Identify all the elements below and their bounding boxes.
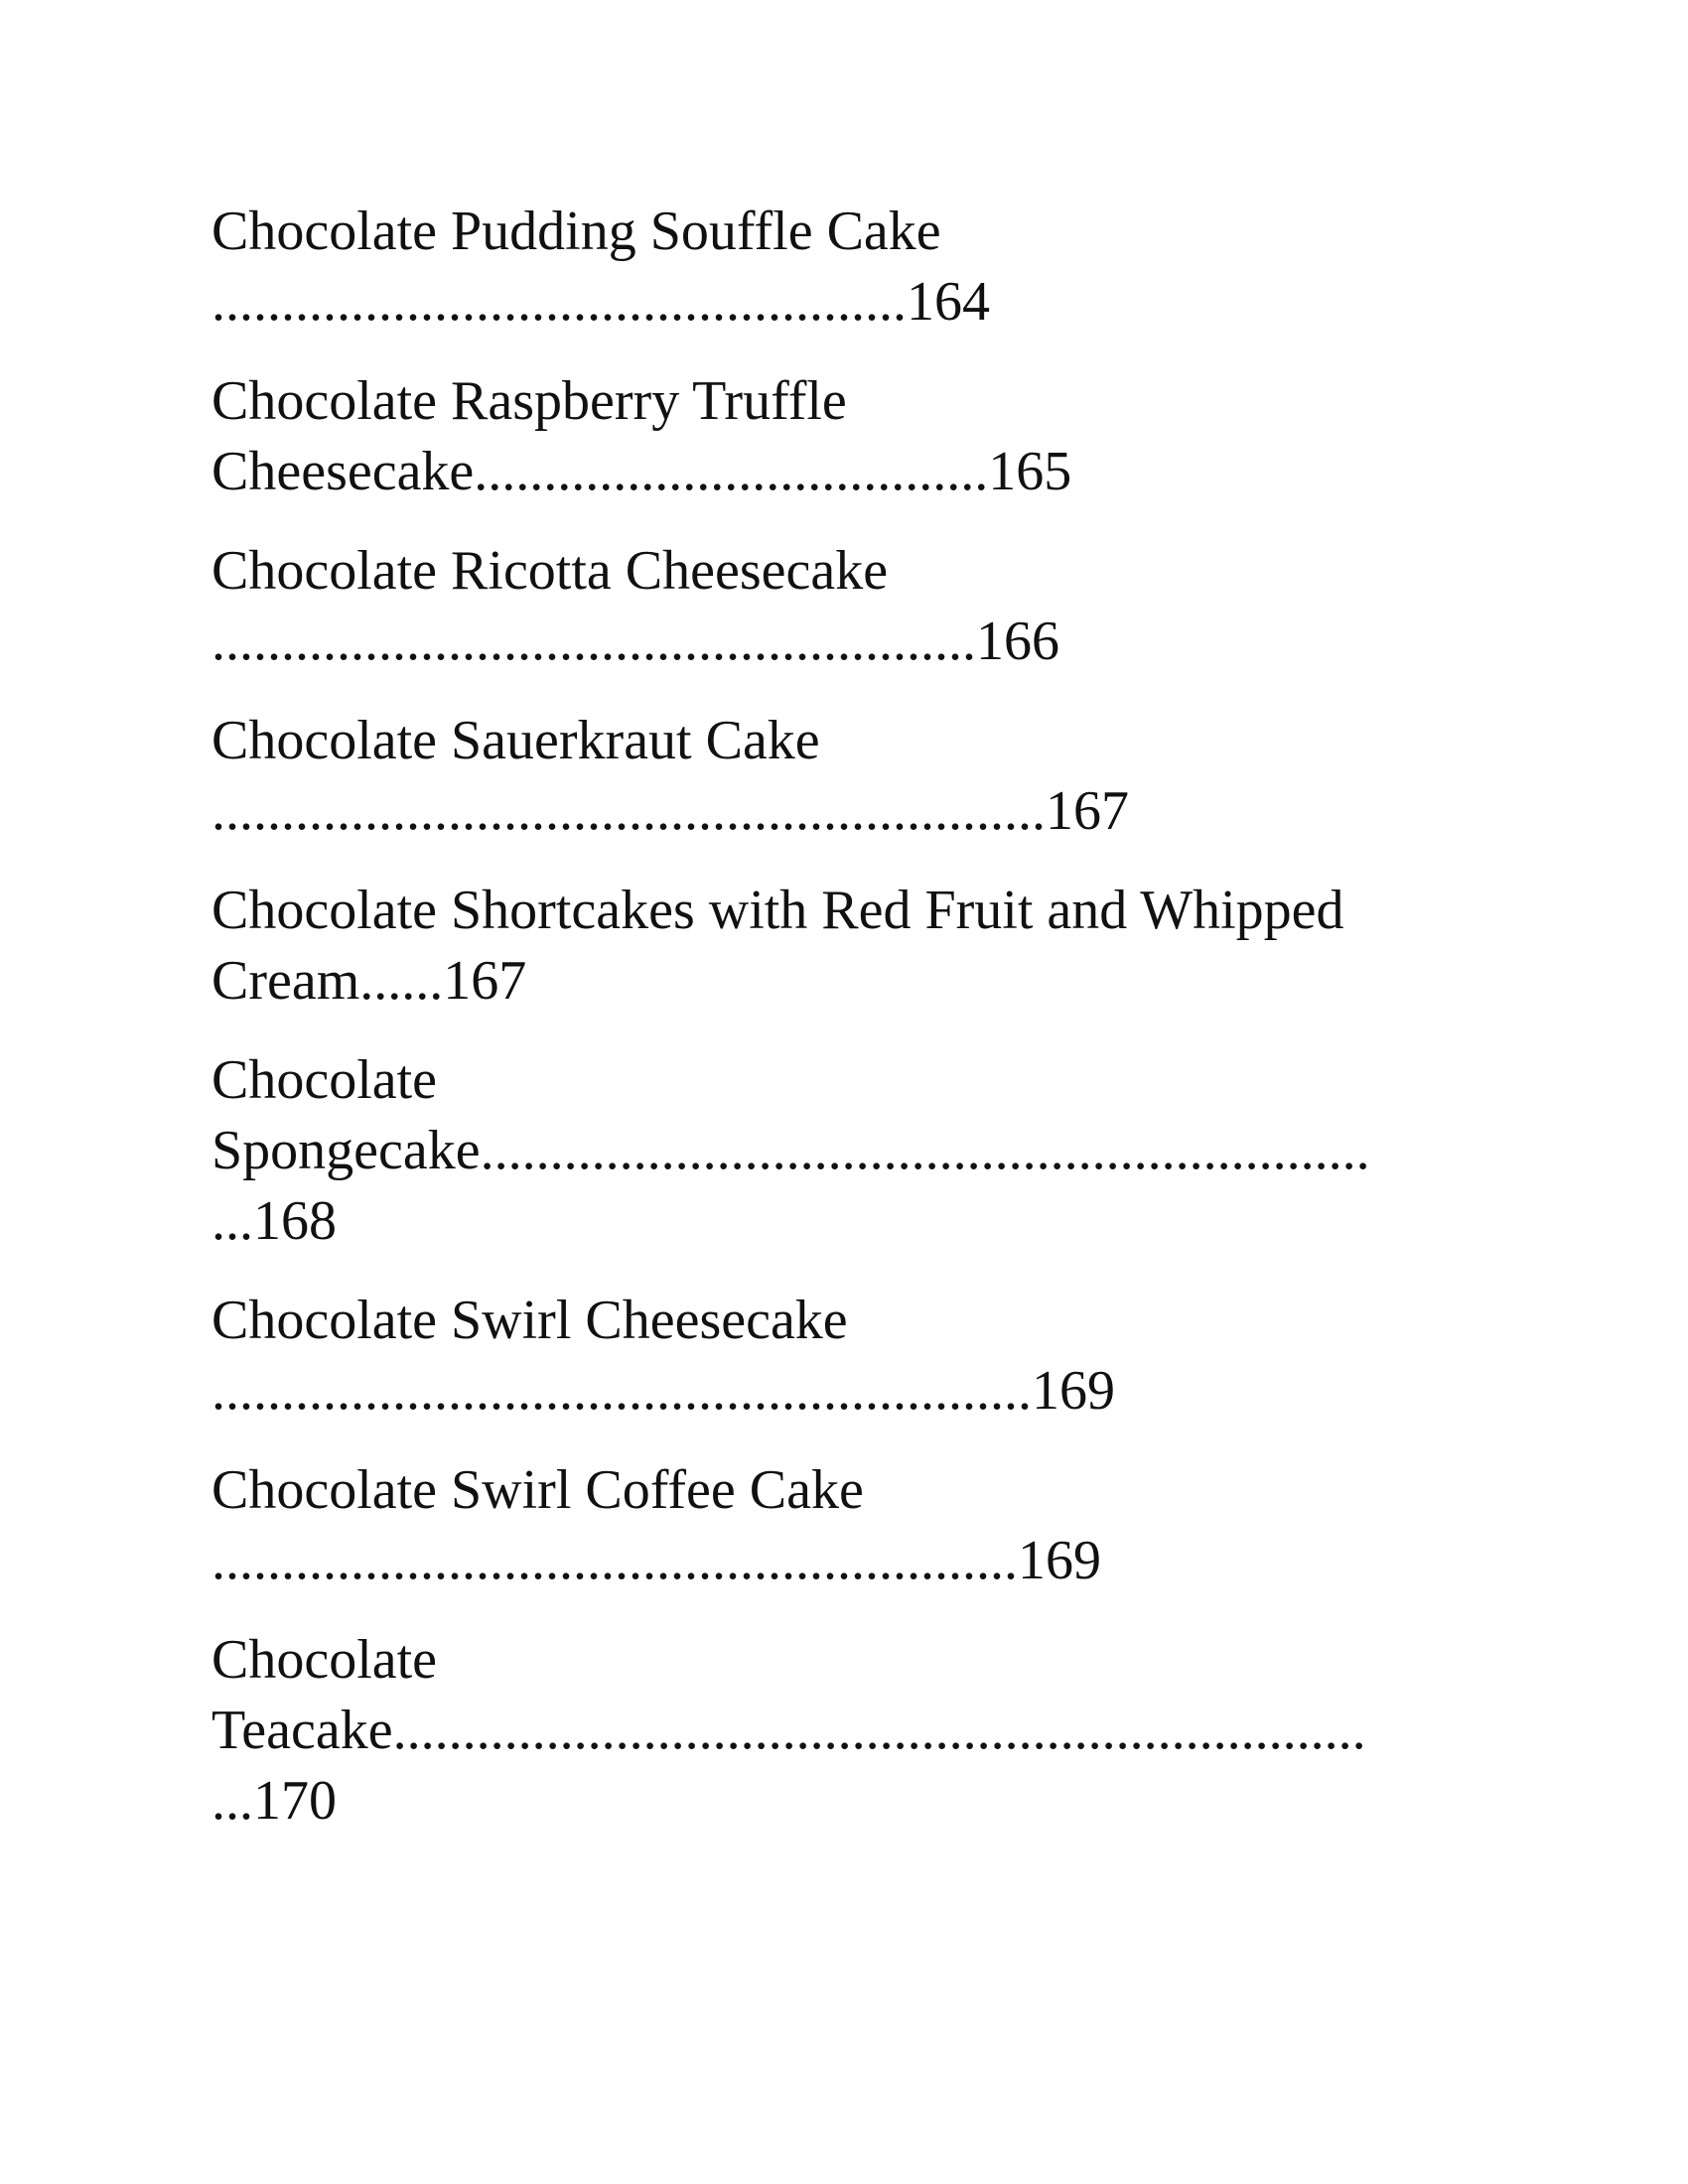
toc-entry-line: Chocolate Swirl Cheesecake — [211, 1290, 848, 1351]
toc-entry-shortcakes-red-fruit — [211, 876, 1502, 1017]
toc-entry-page-leader: .......................................................166 — [211, 611, 1059, 672]
toc-entry-swirl-coffee-cake — [211, 1455, 1502, 1596]
toc-entry-line: Chocolate Sauerkraut Cake — [211, 710, 820, 771]
toc-entry-page-leader: Cream......167 — [211, 950, 527, 1012]
toc-entry-line: Chocolate — [211, 1629, 438, 1691]
toc-entry-page-leader: ..................................................164 — [211, 271, 990, 333]
toc-entry-page-leader: ...168 — [211, 1190, 337, 1252]
toc-entry-pudding-souffle-cake — [211, 197, 1502, 338]
toc-entry-line: Chocolate Pudding Souffle Cake — [211, 201, 941, 262]
toc-page — [211, 197, 1502, 1865]
toc-entry-line: Chocolate — [211, 1049, 438, 1111]
toc-entry-page-leader: ...170 — [211, 1770, 337, 1832]
toc-entry-ricotta-cheesecake — [211, 536, 1502, 677]
toc-entry-raspberry-truffle-cheesecake — [211, 366, 1502, 507]
toc-entry-spongecake — [211, 1045, 1502, 1257]
toc-entry-line: Spongecake................................................................ — [211, 1120, 1370, 1181]
toc-entry-line: Chocolate Swirl Coffee Cake — [211, 1459, 864, 1521]
toc-entry-page-leader: ...........................................................169 — [211, 1360, 1115, 1422]
toc-entry-page-leader: Cheesecake.....................................165 — [211, 441, 1072, 502]
toc-entry-line: Chocolate Shortcakes with Red Fruit and Whipped — [211, 880, 1344, 941]
toc-entry-swirl-cheesecake — [211, 1286, 1502, 1427]
toc-entry-page-leader: ..........................................................169 — [211, 1530, 1101, 1591]
toc-entry-line: Chocolate Ricotta Cheesecake — [211, 540, 889, 602]
toc-entry-page-leader: ............................................................167 — [211, 780, 1129, 842]
toc-entry-sauerkraut-cake — [211, 706, 1502, 847]
toc-entry-line: Teacake...................................................................... — [211, 1700, 1366, 1761]
toc-entry-line: Chocolate Raspberry Truffle — [211, 370, 847, 432]
toc-entry-teacake — [211, 1625, 1502, 1837]
